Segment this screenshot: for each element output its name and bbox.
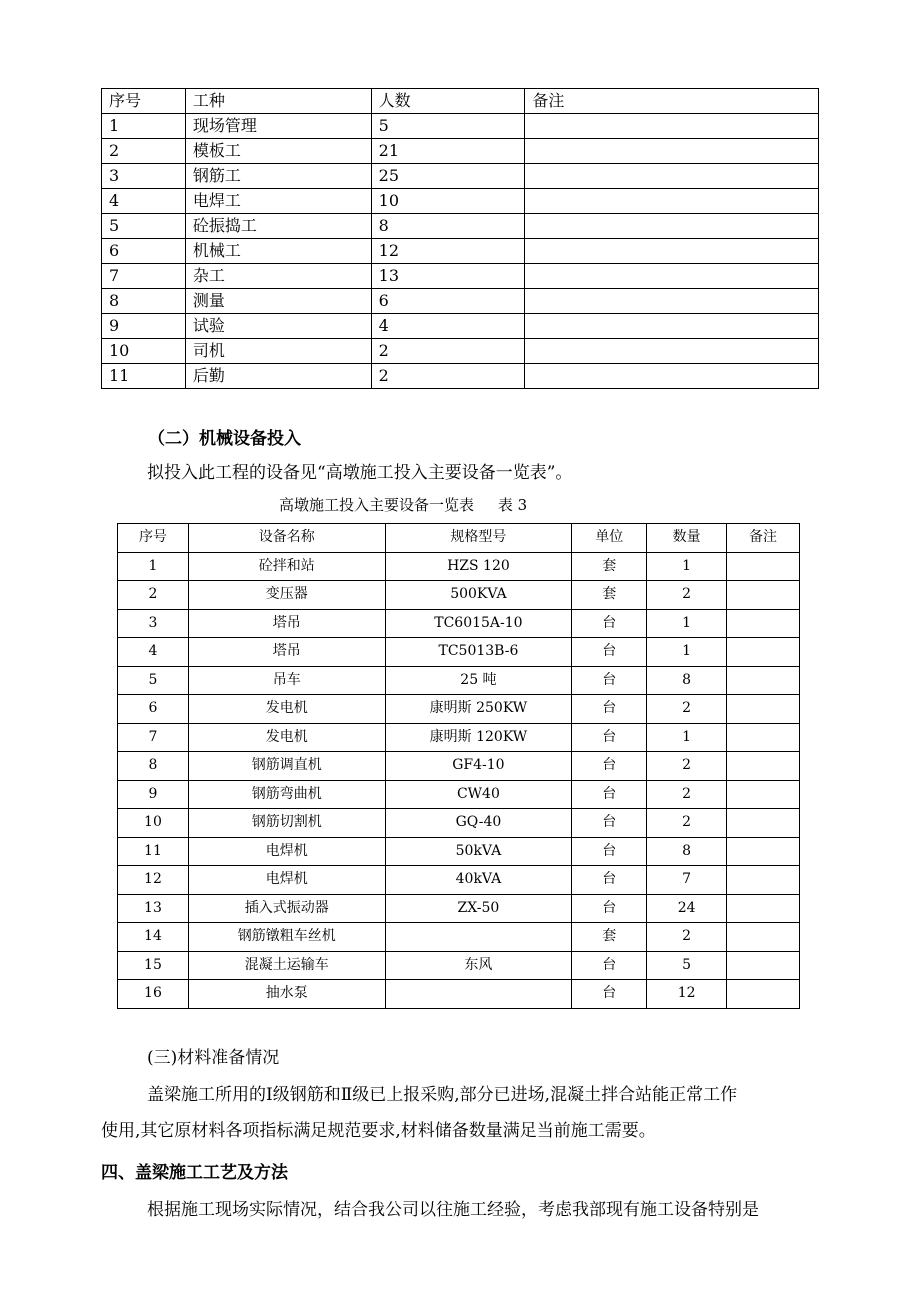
machinery-heading: （二）机械设备投入 xyxy=(148,429,301,449)
labor-table xyxy=(101,88,819,389)
labor-table-cell xyxy=(525,289,819,314)
equipment-table-cell: 7 xyxy=(118,723,189,752)
equipment-table-cell: 1 xyxy=(647,638,727,667)
equipment-table-header-cell: 序号 xyxy=(118,524,189,553)
labor-table-cell: 10 xyxy=(371,189,525,214)
labor-table-row xyxy=(102,214,819,239)
equipment-table-cell: 8 xyxy=(647,837,727,866)
equipment-table-cell: TC6015A-10 xyxy=(385,609,572,638)
equipment-table-cell: ZX-50 xyxy=(385,894,572,923)
equipment-table-cell: HZS 120 xyxy=(385,552,572,581)
labor-table-cell xyxy=(525,339,819,364)
equipment-table-cell xyxy=(727,980,800,1009)
labor-table-cell: 司机 xyxy=(185,339,371,364)
labor-table-cell: 6 xyxy=(102,239,186,264)
equipment-table-cell xyxy=(385,923,572,952)
equipment-table-cell: 抽水泵 xyxy=(188,980,385,1009)
labor-table-cell: 5 xyxy=(102,214,186,239)
equipment-table-cell xyxy=(727,837,800,866)
equipment-table-cell: 13 xyxy=(118,894,189,923)
equipment-table-cell: 2 xyxy=(647,923,727,952)
materials-heading: (三)材料准备情况 xyxy=(147,1048,280,1068)
equipment-table-cell xyxy=(727,581,800,610)
equipment-table-cell: 2 xyxy=(647,780,727,809)
equipment-table-cell: 10 xyxy=(118,809,189,838)
labor-table-cell: 砼振捣工 xyxy=(185,214,371,239)
equipment-table-cell: GF4-10 xyxy=(385,752,572,781)
labor-table-cell: 3 xyxy=(102,164,186,189)
equipment-table-cell: 塔吊 xyxy=(188,638,385,667)
equipment-table-header-cell: 数量 xyxy=(647,524,727,553)
equipment-table-cell xyxy=(727,951,800,980)
equipment-table-row xyxy=(118,609,800,638)
equipment-table-header-cell: 备注 xyxy=(727,524,800,553)
equipment-table-cell: 塔吊 xyxy=(188,609,385,638)
equipment-table-header-cell: 单位 xyxy=(572,524,647,553)
labor-table-cell: 机械工 xyxy=(185,239,371,264)
equipment-table-cell: 康明斯 120KW xyxy=(385,723,572,752)
labor-table-cell xyxy=(525,364,819,389)
labor-table-cell: 10 xyxy=(102,339,186,364)
labor-table-cell: 2 xyxy=(371,364,525,389)
labor-table-cell xyxy=(525,264,819,289)
equipment-table-cell: 台 xyxy=(572,837,647,866)
equipment-table-cell: 5 xyxy=(647,951,727,980)
equipment-table-cell: 2 xyxy=(647,752,727,781)
equipment-table-cell: GQ-40 xyxy=(385,809,572,838)
labor-table-cell: 钢筋工 xyxy=(185,164,371,189)
equipment-table-cell: 台 xyxy=(572,666,647,695)
equipment-table-cell: 8 xyxy=(647,666,727,695)
labor-table-row xyxy=(102,189,819,214)
equipment-table-cell xyxy=(727,923,800,952)
equipment-table-cell: 11 xyxy=(118,837,189,866)
labor-table-cell: 11 xyxy=(102,364,186,389)
equipment-table-row xyxy=(118,695,800,724)
equipment-table-cell: 康明斯 250KW xyxy=(385,695,572,724)
equipment-table-row xyxy=(118,723,800,752)
labor-table-cell: 测量 xyxy=(185,289,371,314)
labor-table-header-row xyxy=(102,89,819,114)
equipment-table-cell: 9 xyxy=(118,780,189,809)
labor-table-cell xyxy=(525,214,819,239)
equipment-table-cell: 钢筋调直机 xyxy=(188,752,385,781)
equipment-table-cell: 12 xyxy=(647,980,727,1009)
equipment-table-cell: 钢筋切割机 xyxy=(188,809,385,838)
labor-table-cell: 2 xyxy=(102,139,186,164)
equipment-table-cell: 台 xyxy=(572,695,647,724)
equipment-table-cell: 3 xyxy=(118,609,189,638)
labor-table-cell: 12 xyxy=(371,239,525,264)
equipment-table-cell: 发电机 xyxy=(188,695,385,724)
equipment-table-cell: TC5013B-6 xyxy=(385,638,572,667)
equipment-table-row xyxy=(118,581,800,610)
equipment-table-cell: 钢筋镦粗车丝机 xyxy=(188,923,385,952)
equipment-table-cell: 7 xyxy=(647,866,727,895)
equipment-table-cell: CW40 xyxy=(385,780,572,809)
equipment-table-cell: 台 xyxy=(572,638,647,667)
equipment-table-cell: 4 xyxy=(118,638,189,667)
labor-table-row xyxy=(102,264,819,289)
equipment-table-cell: 25 吨 xyxy=(385,666,572,695)
materials-paragraph-line-1: 盖梁施工所用的Ⅰ级钢筋和Ⅱ级已上报采购,部分已进场,混凝土拌合站能正常工作 xyxy=(147,1085,738,1105)
labor-table-cell: 13 xyxy=(371,264,525,289)
labor-table-cell xyxy=(525,189,819,214)
labor-table-row xyxy=(102,114,819,139)
equipment-table-cell: 14 xyxy=(118,923,189,952)
equipment-table-body xyxy=(118,524,800,1009)
equipment-table-cell: 台 xyxy=(572,723,647,752)
equipment-table-cell xyxy=(727,609,800,638)
equipment-table-cell xyxy=(727,638,800,667)
equipment-table-cell: 15 xyxy=(118,951,189,980)
equipment-table-cell: 台 xyxy=(572,752,647,781)
equipment-table-row xyxy=(118,552,800,581)
equipment-table-header-cell: 设备名称 xyxy=(188,524,385,553)
equipment-table-cell xyxy=(727,866,800,895)
equipment-table-cell: 混凝土运输车 xyxy=(188,951,385,980)
labor-table-cell: 现场管理 xyxy=(185,114,371,139)
equipment-table-cell: 16 xyxy=(118,980,189,1009)
materials-paragraph-line-2: 使用,其它原材料各项指标满足规范要求,材料储备数量满足当前施工需要。 xyxy=(101,1121,656,1141)
equipment-table-row xyxy=(118,638,800,667)
equipment-table xyxy=(117,523,800,1009)
equipment-table-row xyxy=(118,752,800,781)
labor-table-cell: 6 xyxy=(371,289,525,314)
equipment-table-cell: 台 xyxy=(572,894,647,923)
equipment-table-cell: 台 xyxy=(572,980,647,1009)
labor-table-cell: 8 xyxy=(371,214,525,239)
equipment-table-cell: 套 xyxy=(572,923,647,952)
labor-table-cell: 7 xyxy=(102,264,186,289)
equipment-table-cell: 变压器 xyxy=(188,581,385,610)
labor-table-row xyxy=(102,164,819,189)
equipment-table-row xyxy=(118,666,800,695)
labor-table-cell: 5 xyxy=(371,114,525,139)
equipment-table-cell: 1 xyxy=(647,723,727,752)
equipment-table-caption: 高墩施工投入主要设备一览表 表 3 xyxy=(279,496,528,514)
labor-table-row xyxy=(102,139,819,164)
equipment-table-cell xyxy=(727,666,800,695)
equipment-table-cell: 台 xyxy=(572,780,647,809)
equipment-table-cell: 套 xyxy=(572,552,647,581)
labor-table-cell xyxy=(525,239,819,264)
equipment-table-row xyxy=(118,951,800,980)
labor-table-row xyxy=(102,289,819,314)
labor-table-cell: 9 xyxy=(102,314,186,339)
labor-table-cell xyxy=(525,114,819,139)
equipment-table-cell xyxy=(727,695,800,724)
labor-table-cell: 1 xyxy=(102,114,186,139)
equipment-table-cell: 插入式振动器 xyxy=(188,894,385,923)
equipment-table-cell: 6 xyxy=(118,695,189,724)
equipment-table-header-row xyxy=(118,524,800,553)
equipment-table-cell xyxy=(727,552,800,581)
equipment-table-header-cell: 规格型号 xyxy=(385,524,572,553)
labor-table-cell xyxy=(525,139,819,164)
labor-table-body xyxy=(102,89,819,389)
equipment-table-cell: 50kVA xyxy=(385,837,572,866)
equipment-table-cell: 2 xyxy=(647,809,727,838)
equipment-table-cell: 砼拌和站 xyxy=(188,552,385,581)
equipment-table-row xyxy=(118,894,800,923)
equipment-table-cell: 2 xyxy=(118,581,189,610)
equipment-table-cell: 1 xyxy=(647,609,727,638)
labor-table-cell: 8 xyxy=(102,289,186,314)
equipment-table-cell: 台 xyxy=(572,809,647,838)
equipment-table-cell: 电焊机 xyxy=(188,866,385,895)
labor-table-cell: 模板工 xyxy=(185,139,371,164)
equipment-table-cell: 40kVA xyxy=(385,866,572,895)
equipment-table-cell: 2 xyxy=(647,581,727,610)
process-heading: 四、盖梁施工工艺及方法 xyxy=(101,1163,288,1183)
equipment-table-row xyxy=(118,837,800,866)
equipment-table-row xyxy=(118,980,800,1009)
labor-table-row xyxy=(102,339,819,364)
process-paragraph-line-1: 根据施工现场实际情况，结合我公司以往施工经验，考虑我部现有施工设备特别是 xyxy=(147,1200,759,1220)
labor-table-cell: 4 xyxy=(371,314,525,339)
equipment-table-cell xyxy=(385,980,572,1009)
equipment-table-cell: 套 xyxy=(572,581,647,610)
equipment-table-cell: 发电机 xyxy=(188,723,385,752)
equipment-table-cell: 1 xyxy=(647,552,727,581)
equipment-table-cell: 东风 xyxy=(385,951,572,980)
equipment-table-row xyxy=(118,923,800,952)
labor-table-cell: 25 xyxy=(371,164,525,189)
equipment-table-cell: 吊车 xyxy=(188,666,385,695)
labor-table-cell: 21 xyxy=(371,139,525,164)
equipment-table-cell xyxy=(727,752,800,781)
equipment-table-cell xyxy=(727,780,800,809)
labor-table-cell: 杂工 xyxy=(185,264,371,289)
equipment-table-cell: 钢筋弯曲机 xyxy=(188,780,385,809)
equipment-table-cell: 台 xyxy=(572,951,647,980)
labor-table-row xyxy=(102,364,819,389)
labor-table-header-cell: 人数 xyxy=(371,89,525,114)
equipment-table-cell: 电焊机 xyxy=(188,837,385,866)
equipment-table-cell: 5 xyxy=(118,666,189,695)
labor-table-row xyxy=(102,314,819,339)
labor-table-cell: 试验 xyxy=(185,314,371,339)
labor-table-cell: 2 xyxy=(371,339,525,364)
labor-table-cell xyxy=(525,314,819,339)
labor-table-cell: 电焊工 xyxy=(185,189,371,214)
equipment-table-cell: 8 xyxy=(118,752,189,781)
labor-table-cell: 4 xyxy=(102,189,186,214)
equipment-table-row xyxy=(118,780,800,809)
equipment-table-cell: 500KVA xyxy=(385,581,572,610)
equipment-table-cell: 24 xyxy=(647,894,727,923)
equipment-table-cell xyxy=(727,723,800,752)
labor-table-row xyxy=(102,239,819,264)
equipment-table-cell xyxy=(727,894,800,923)
labor-table-cell: 后勤 xyxy=(185,364,371,389)
labor-table-header-cell: 序号 xyxy=(102,89,186,114)
labor-table-cell xyxy=(525,164,819,189)
equipment-table-cell: 台 xyxy=(572,609,647,638)
equipment-table-row xyxy=(118,866,800,895)
equipment-table-cell: 12 xyxy=(118,866,189,895)
machinery-intro: 拟投入此工程的设备见“高墩施工投入主要设备一览表”。 xyxy=(147,463,573,483)
labor-table-header-cell: 备注 xyxy=(525,89,819,114)
equipment-table-cell xyxy=(727,809,800,838)
equipment-table-cell: 1 xyxy=(118,552,189,581)
equipment-table-cell: 2 xyxy=(647,695,727,724)
equipment-table-cell: 台 xyxy=(572,866,647,895)
equipment-table-row xyxy=(118,809,800,838)
labor-table-header-cell: 工种 xyxy=(185,89,371,114)
